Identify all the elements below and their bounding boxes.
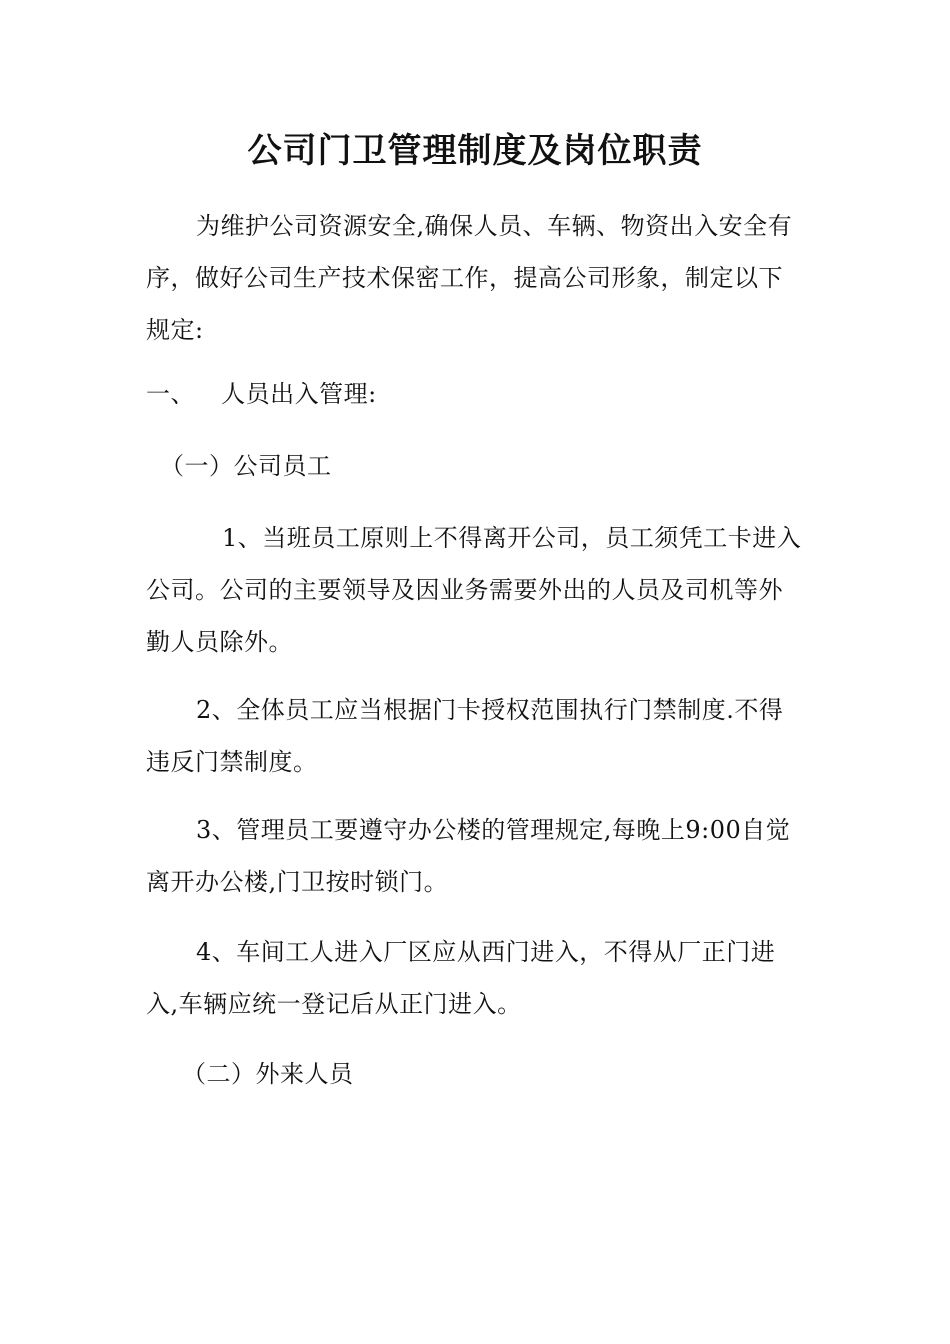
- rule-item-2: 2、全体员工应当根据门卡授权范围执行门禁制度.不得违反门禁制度。: [146, 696, 784, 776]
- document-title: 公司门卫管理制度及岗位职责: [247, 131, 703, 171]
- rule-item-1: 1、当班员工原则上不得离开公司，员工须凭工卡进入公司。公司的主要领导及因业务需要外出的人员及司机等外勤人员除外。: [146, 524, 802, 656]
- section-heading-personnel: 一、 人员出入管理:: [146, 380, 377, 408]
- subsection-heading-visitors: （二）外来人员: [182, 1060, 354, 1088]
- rule-item-4: 4、车间工人进入厂区应从西门进入，不得从厂正门进入,车辆应统一登记后从正门进入。: [146, 938, 776, 1018]
- subsection-heading-employees: （一）公司员工: [160, 452, 332, 480]
- rule-item-3: 3、管理员工要遵守办公楼的管理规定,每晚上9:00自觉离开办公楼,门卫按时锁门。: [146, 816, 791, 896]
- intro-paragraph: 为维护公司资源安全,确保人员、车辆、物资出入安全有序，做好公司生产技术保密工作，提高公司形象，制定以下规定:: [146, 212, 793, 344]
